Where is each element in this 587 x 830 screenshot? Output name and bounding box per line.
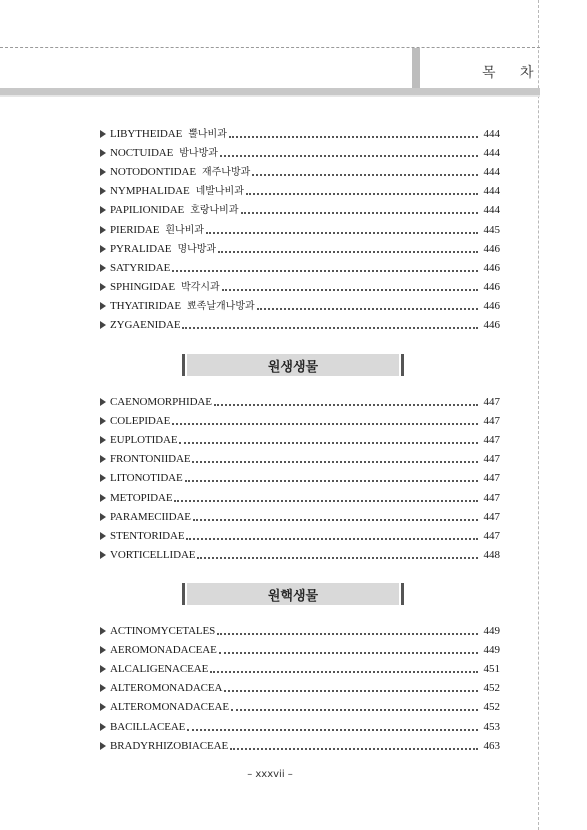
entry-family-name: BRADYRHIZOBIACEAE (110, 739, 229, 752)
toc-entry[interactable] (100, 237, 500, 256)
bullet-triangle-icon (100, 149, 106, 157)
toc-entry[interactable] (100, 638, 500, 657)
toc-entry[interactable] (100, 714, 500, 733)
entry-page-number: 446 (483, 280, 500, 293)
dot-leader (182, 327, 478, 329)
dot-leader (206, 232, 478, 234)
toc-entry[interactable] (100, 485, 500, 504)
entry-korean-name: 밤나방과 (179, 148, 218, 160)
toc-entry[interactable] (100, 294, 500, 313)
bullet-triangle-icon (100, 398, 106, 406)
entry-page-number: 447 (483, 453, 500, 466)
entry-page-number: 463 (483, 739, 500, 752)
dot-leader (179, 442, 478, 444)
bullet-triangle-icon (100, 627, 106, 635)
entry-family-name: AEROMONADACEAE (110, 644, 217, 657)
entry-korean-name: 흰나비과 (165, 224, 204, 236)
entry-korean-name: 명나방과 (177, 243, 217, 255)
entry-family-name: SATYRIDAE (110, 261, 171, 274)
entry-page-number: 446 (483, 261, 500, 274)
entry-korean-name: 재주나방과 (201, 167, 251, 179)
entry-family-name: LITONOTIDAE (110, 472, 183, 485)
header-band-shadow (0, 95, 540, 97)
entry-family-name: BACILLACEAE (110, 720, 186, 733)
entry-korean-name: 박각시과 (181, 281, 220, 293)
entry-family-name: EUPLOTIDAE (110, 434, 178, 447)
entry-page-number: 447 (483, 434, 500, 447)
bullet-triangle-icon (100, 646, 106, 654)
dot-leader (174, 500, 478, 502)
entry-page-number: 448 (483, 548, 500, 561)
bullet-triangle-icon (100, 302, 106, 310)
bullet-triangle-icon (100, 283, 106, 291)
section-bar-left (182, 583, 185, 605)
entry-family-name: COLEPIDAE (110, 415, 171, 428)
toc-entry[interactable] (100, 141, 500, 160)
toc-entry[interactable] (100, 409, 500, 428)
entry-page-number: 444 (483, 166, 500, 179)
dot-leader (241, 212, 479, 214)
bullet-triangle-icon (100, 551, 106, 559)
toc-entry[interactable] (100, 466, 500, 485)
dot-leader (218, 251, 478, 253)
dot-leader (172, 270, 478, 272)
entry-family-name: VORTICELLIDAE (110, 548, 196, 561)
entry-korean-name: 뿔나비과 (188, 129, 227, 141)
entry-page-number: 444 (483, 204, 500, 217)
entry-family-name: NYMPHALIDAE (110, 185, 190, 198)
section-bar-right (401, 583, 404, 605)
toc-entry[interactable] (100, 505, 500, 524)
toc-entry[interactable] (100, 619, 500, 638)
bullet-triangle-icon (100, 130, 106, 138)
bullet-triangle-icon (100, 684, 106, 692)
section-title: 원핵생물 (187, 583, 399, 605)
bullet-triangle-icon (100, 187, 106, 195)
entry-family-name: METOPIDAE (110, 491, 173, 504)
section-bar-right (401, 354, 404, 376)
toc-entry[interactable] (100, 447, 500, 466)
entry-page-number: 445 (483, 223, 500, 236)
entry-family-name: PIERIDAE (110, 223, 160, 236)
entry-page-number: 447 (483, 510, 500, 523)
bullet-triangle-icon (100, 436, 106, 444)
toc-entry[interactable] (100, 179, 500, 198)
toc-entry[interactable] (100, 198, 500, 217)
entry-page-number: 449 (483, 625, 500, 638)
entry-korean-name: 뾰족날개나방과 (187, 300, 255, 312)
entry-family-name: NOTODONTIDAE (110, 166, 196, 179)
entry-page-number: 447 (483, 491, 500, 504)
dot-leader (222, 289, 478, 291)
toc-entry[interactable] (100, 734, 500, 753)
section-title: 원생생물 (187, 354, 399, 376)
entry-page-number: 444 (483, 128, 500, 141)
dot-leader (252, 174, 478, 176)
header-band (0, 88, 540, 95)
entry-page-number: 447 (483, 396, 500, 409)
entry-page-number: 451 (483, 663, 500, 676)
dot-leader (229, 136, 478, 138)
entry-family-name: SPHINGIDAE (110, 280, 176, 293)
toc-entry[interactable] (100, 657, 500, 676)
toc-entry[interactable] (100, 217, 500, 236)
entry-page-number: 446 (483, 242, 500, 255)
dot-leader (231, 709, 478, 711)
entry-page-number: 452 (483, 682, 500, 695)
toc-group-prokaryotes (100, 619, 500, 753)
entry-family-name: ALTEROMONADACEAE (110, 701, 229, 714)
header-rule (0, 47, 540, 48)
dot-leader (197, 557, 478, 559)
page-number: – xxxvii – (247, 769, 293, 780)
toc-entry[interactable] (100, 390, 500, 409)
bullet-triangle-icon (100, 532, 106, 540)
toc-entry[interactable] (100, 160, 500, 179)
dot-leader (246, 193, 478, 195)
entry-korean-name: 네발나비과 (195, 186, 244, 198)
dot-leader (257, 308, 478, 310)
toc-entry[interactable] (100, 122, 500, 141)
entry-page-number: 452 (483, 701, 500, 714)
toc-entry[interactable] (100, 275, 500, 294)
bullet-triangle-icon (100, 455, 106, 463)
entry-family-name: ALCALIGENACEAE (110, 663, 209, 676)
dot-leader (214, 404, 478, 406)
entry-family-name: ZYGAENIDAE (110, 319, 181, 332)
dot-leader (224, 690, 478, 692)
dot-leader (185, 480, 478, 482)
entry-korean-name: 호랑나비과 (190, 205, 239, 217)
page-edge-guide (538, 0, 539, 830)
bullet-triangle-icon (100, 665, 106, 673)
entry-family-name: NOCTUIDAE (110, 147, 174, 160)
bullet-triangle-icon (100, 474, 106, 482)
toc-entry[interactable] (100, 524, 500, 543)
bullet-triangle-icon (100, 723, 106, 731)
entry-family-name: CAENOMORPHIDAE (110, 396, 212, 409)
entry-family-name: PARAMECIIDAE (110, 510, 191, 523)
toc-group-protists (100, 390, 500, 562)
entry-page-number: 446 (483, 299, 500, 312)
entry-page-number: 444 (483, 185, 500, 198)
bullet-triangle-icon (100, 168, 106, 176)
page-title: 목 차 (482, 65, 544, 81)
bullet-triangle-icon (100, 321, 106, 329)
toc-entry[interactable] (100, 543, 500, 562)
bullet-triangle-icon (100, 742, 106, 750)
entry-page-number: 447 (483, 415, 500, 428)
dot-leader (230, 748, 478, 750)
bullet-triangle-icon (100, 245, 106, 253)
bullet-triangle-icon (100, 703, 106, 711)
entry-page-number: 453 (483, 720, 500, 733)
toc-entry[interactable] (100, 676, 500, 695)
entry-page-number: 446 (483, 319, 500, 332)
entry-page-number: 447 (483, 529, 500, 542)
dot-leader (220, 155, 478, 157)
entry-page-number: 444 (483, 147, 500, 160)
header-block (412, 48, 420, 88)
dot-leader (219, 652, 478, 654)
bullet-triangle-icon (100, 226, 106, 234)
entry-page-number: 447 (483, 472, 500, 485)
bullet-triangle-icon (100, 417, 106, 425)
entry-family-name: THYATIRIDAE (110, 299, 182, 312)
toc-entry[interactable] (100, 695, 500, 714)
entry-family-name: STENTORIDAE (110, 529, 185, 542)
toc-entry[interactable] (100, 428, 500, 447)
entry-family-name: PAPILIONIDAE (110, 204, 185, 217)
section-bar-left (182, 354, 185, 376)
dot-leader (186, 538, 478, 540)
entry-page-number: 449 (483, 644, 500, 657)
bullet-triangle-icon (100, 513, 106, 521)
entry-family-name: ACTINOMYCETALES (110, 625, 216, 638)
toc-entry[interactable] (100, 313, 500, 332)
dot-leader (187, 729, 478, 731)
dot-leader (172, 423, 478, 425)
section-heading-protists (182, 354, 404, 376)
dot-leader (192, 461, 478, 463)
bullet-triangle-icon (100, 494, 106, 502)
toc-group-insects (100, 122, 500, 332)
toc-entry[interactable] (100, 256, 500, 275)
entry-family-name: PYRALIDAE (110, 242, 172, 255)
entry-family-name: LIBYTHEIDAE (110, 128, 183, 141)
dot-leader (210, 671, 478, 673)
bullet-triangle-icon (100, 264, 106, 272)
entry-family-name: FRONTONIIDAE (110, 453, 191, 466)
bullet-triangle-icon (100, 206, 106, 214)
dot-leader (217, 633, 478, 635)
entry-family-name: ALTEROMONADACEA (110, 682, 223, 695)
dot-leader (193, 519, 478, 521)
section-heading-prokaryotes (182, 583, 404, 605)
